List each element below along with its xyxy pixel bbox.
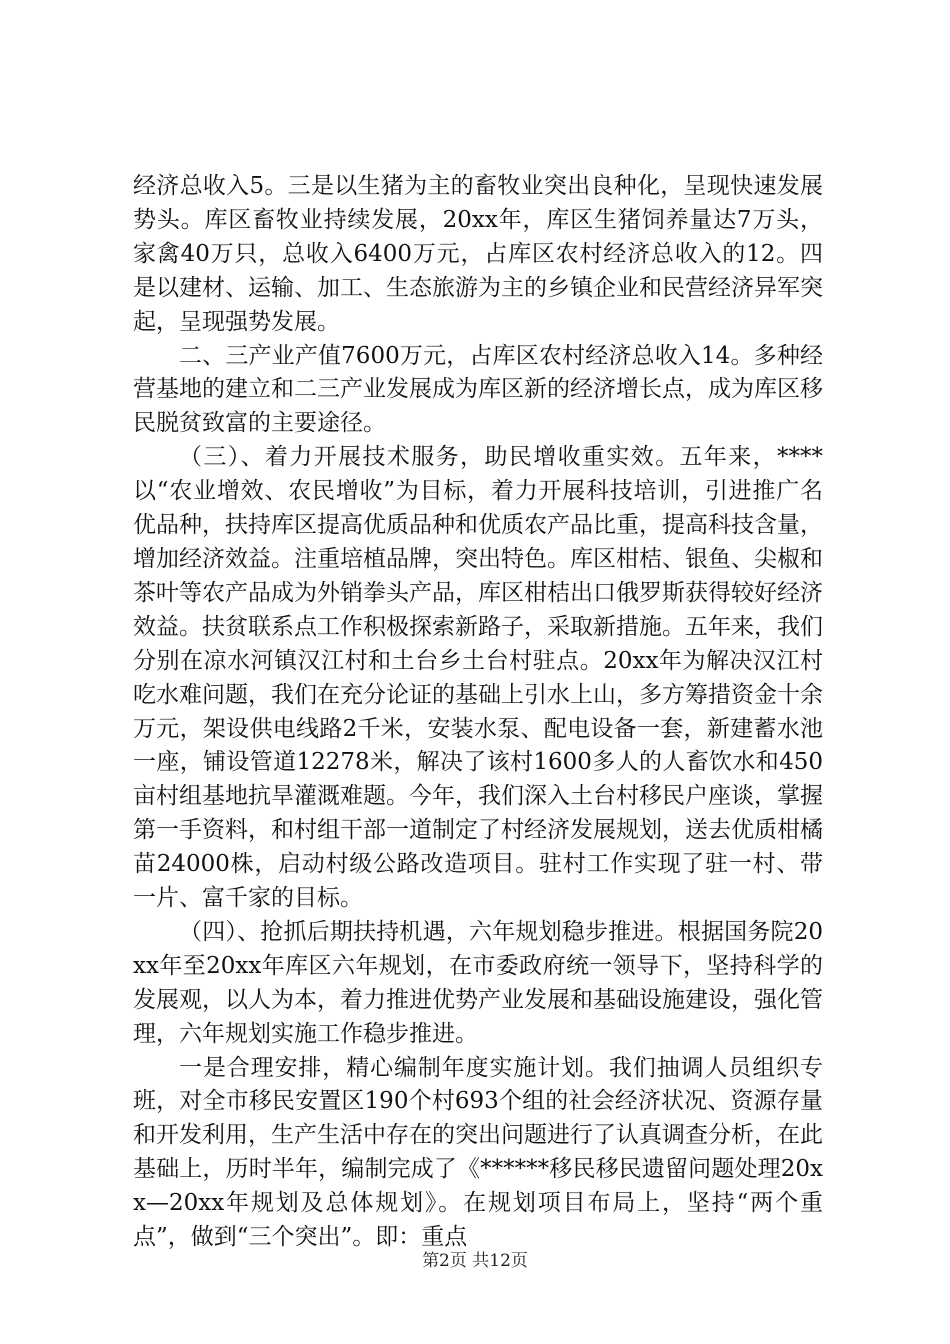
paragraph-2: 二、三产业产值7600万元，占库区农村经济总收入14。多种经营基地的建立和二三产业发展成为库区新的经济增长点，成为库区移民脱贫致富的主要途径。 xyxy=(133,342,823,437)
paragraph-3: （三）、着力开展技术服务，助民增收重实效。五年来，****以“农业增效、农民增收”为目标，着力开展科技培训，引进推广名优品种，扶持库区提高优质品种和优质农产品比重，提高科技含量，增加经济效益。注重培植品牌，突出特色。库区柑桔、银鱼、尖椒和茶叶等农产品成为外销拳头产品，库区柑桔出口俄罗斯获得较好经济效益。扶贫联系点工作积极探索新路子，采取新措施。五年来，我们分别在凉水河镇汉江村和土台乡土台村驻点。20xx年为解决汉江村吃水难问题，我们在充分论证的基础上引水上山，多方筹措资金十余万元，架设供电线路2千米，安装水泵、配电设备一套，新建蓄水池一座，铺设管道12278米，解决了该村1600多人的人畜饮水和450亩村组基地抗旱灌溉难题。今年，我们深入土台村移民户座谈，掌握第一手资料，和村组干部一道制定了村经济发展规划，送去优质柑橘苗24000株，启动村级公路改造项目。驻村工作实现了驻一村、带一片、富千家的目标。 xyxy=(133,444,823,912)
paragraph-4: （四）、抢抓后期扶持机遇，六年规划稳步推进。根据国务院20xx年至20xx年库区六年规划，在市委政府统一领导下，坚持科学的发展观，以人为本，着力推进优势产业发展和基础设施建设，强化管理，六年规划实施工作稳步推进。 xyxy=(133,918,823,1047)
document-body xyxy=(133,170,823,1255)
paragraph-5: 一是合理安排，精心编制年度实施计划。我们抽调人员组织专班，对全市移民安置区190个村693个组的社会经济状况、资源存量和开发利用，生产生活中存在的突出问题进行了认真调查分析，在此基础上，历时半年，编制完成了《******移民移民遗留问题处理20xx—20xx年规划及总体规划》。在规划项目布局上，坚持“两个重点”，做到“三个突出”。即：重点 xyxy=(133,1054,823,1251)
paragraph-1: 经济总收入5。三是以生猪为主的畜牧业突出良种化，呈现快速发展势头。库区畜牧业持续发展，20xx年，库区生猪饲养量达7万头，家禽40万只，总收入6400万元，占库区农村经济总收入的12。四是以建材、运输、加工、生态旅游为主的乡镇企业和民营经济异军突起，呈现强势发展。 xyxy=(133,173,823,335)
page-footer: 第2页 共12页 xyxy=(422,1251,528,1271)
